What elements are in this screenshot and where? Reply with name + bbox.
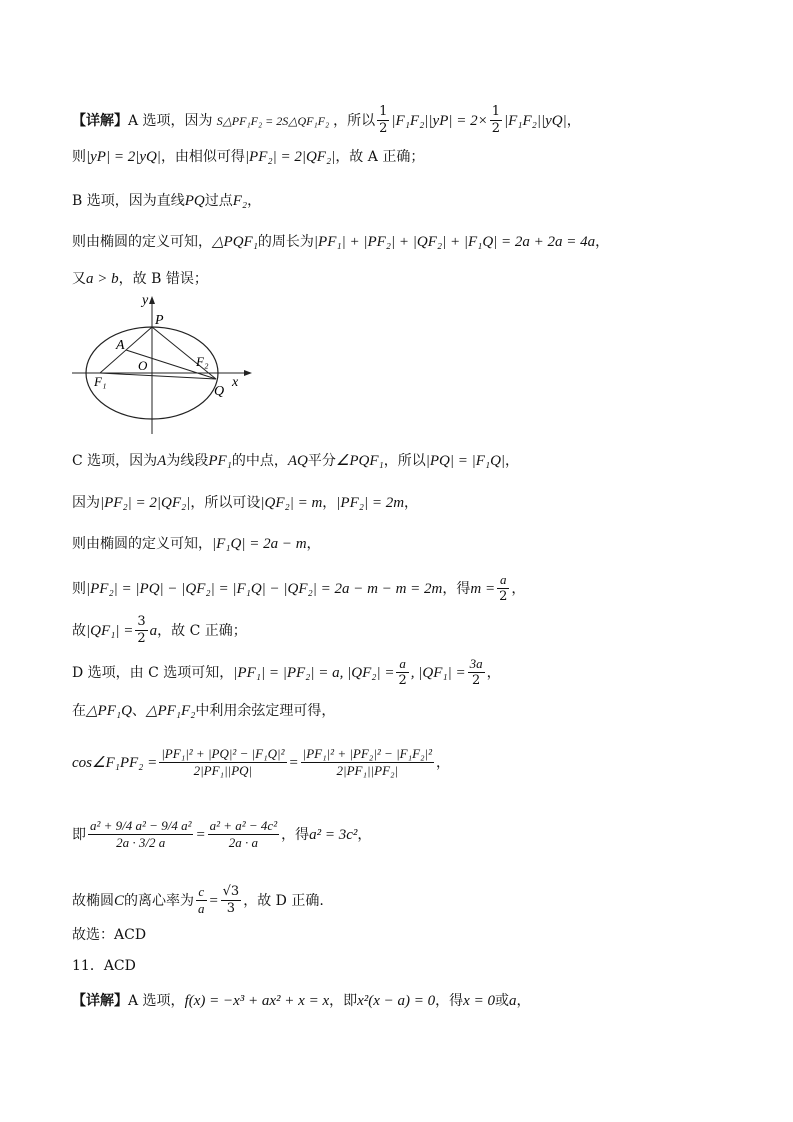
label-F2: F₂ <box>196 354 209 369</box>
fraction: $\frac{1}{2}$ <box>491 104 501 136</box>
math: AQ <box>287 453 308 469</box>
math: a <box>508 993 517 1009</box>
line-12 <box>72 700 335 722</box>
math: |QF₁| = <box>86 622 134 639</box>
math: |PF₂| = 2|QF₂| <box>100 495 191 511</box>
text: ，得 <box>435 993 464 1009</box>
math: a² = 3c² <box>309 826 358 843</box>
text: ，即 <box>329 993 358 1009</box>
text: ， <box>516 993 531 1009</box>
line-9 <box>72 572 525 605</box>
text: 平分 <box>307 453 336 469</box>
text: D 选项，由 C 选项可知， <box>72 664 234 681</box>
line-18 <box>72 990 530 1012</box>
text: ， <box>306 536 321 552</box>
text: ，得 <box>442 580 471 597</box>
math: |PF₁| + |PF₂| + |QF₂| + |F₁Q| = 2a + 2a = 4a <box>313 234 596 250</box>
line-10 <box>72 614 247 647</box>
text: ，由相似可得 <box>160 149 245 165</box>
math: |PF₂| = |PQ| − |QF₂| = |F₁Q| − |QF₂| = 2a − m − m = 2m <box>86 580 443 597</box>
text: 故选：ACD <box>72 927 147 943</box>
math: |yP| = 2|yQ| <box>86 149 161 165</box>
fraction: $\frac{\text{a² + 9/4 a² − 9/4 a²}}{2a \cdot 3/2 a}$ <box>90 818 192 850</box>
text: ， <box>404 495 419 511</box>
text: 则 <box>72 580 86 597</box>
label-A: A <box>116 338 125 353</box>
text: 又 <box>72 271 86 287</box>
text: 则由椭圆的定义可知， <box>72 234 212 250</box>
math: |PF₂| = 2m <box>336 495 405 511</box>
line-15 <box>72 884 324 917</box>
text: ，故 D 正确. <box>243 892 324 909</box>
text: ， <box>511 580 526 597</box>
math: C <box>114 892 125 909</box>
detail-label: 【详解】 <box>72 112 128 129</box>
math: △PQF₁ <box>212 234 258 250</box>
text: C 选项，因为 <box>72 453 158 469</box>
text: ，所以 <box>333 112 376 129</box>
math: △PF₁F₂ <box>145 703 196 719</box>
text: ， <box>357 826 372 843</box>
text: 、 <box>131 703 146 719</box>
math: |QF₂| = m <box>260 495 323 511</box>
segment-PQ <box>152 327 216 379</box>
fraction: $\frac{c}{a}$ <box>198 884 205 916</box>
line-7 <box>72 492 418 514</box>
detail-label: 【详解】 <box>72 993 128 1009</box>
math: m = <box>470 580 496 597</box>
text: 的周长为 <box>257 234 314 250</box>
line-6 <box>72 450 519 472</box>
math: |F₁Q| = 2a − m <box>212 536 307 552</box>
text: A 选项， <box>128 993 185 1009</box>
line-3 <box>72 190 261 212</box>
math: = <box>208 892 219 909</box>
math: |PF₂| = 2|QF₂| <box>244 149 336 165</box>
text: 故椭圆 <box>72 892 114 909</box>
label-F1: F₁ <box>94 374 107 389</box>
math: |F₁F₂||yP| = 2× <box>391 112 488 129</box>
label-P: P <box>155 313 164 328</box>
text: ， <box>486 664 501 681</box>
text: 即 <box>72 826 86 843</box>
text: 则 <box>72 149 86 165</box>
fraction: $\frac{1}{2}$ <box>379 104 388 136</box>
label-Q: Q <box>214 384 225 399</box>
text: ， <box>322 495 337 511</box>
fraction: $\frac{\text{|PF₁|² + |PQ|² − |F₁Q|²}}{\text{2|PF₁||PQ|}}$ <box>161 746 285 778</box>
line-17 <box>72 955 136 977</box>
math: cos∠F₁PF₂ = <box>72 754 158 771</box>
text: 的中点， <box>231 453 288 469</box>
math: x = 0 <box>463 993 495 1009</box>
line-14 <box>72 818 371 851</box>
x-label: x <box>232 375 239 390</box>
math: ∠PQF₁ <box>335 453 384 469</box>
y-axis-arrow <box>149 296 155 304</box>
math: PQ <box>184 193 205 209</box>
label-O: O <box>138 358 148 373</box>
text: 过点 <box>204 193 233 209</box>
text: ， <box>505 453 520 469</box>
fraction: $\frac{3}{2}$ <box>137 614 146 646</box>
fraction: $\frac{\text{|PF₁|² + |PF₂|² − |F₁F₂|²}}{\text{2|PF₁||PF₂|}}$ <box>302 746 433 778</box>
text: ，得 <box>281 826 310 843</box>
line-5 <box>72 268 208 290</box>
math: = <box>288 754 299 771</box>
math: PF₁ <box>208 453 232 469</box>
text: ， <box>566 112 581 129</box>
text: 中利用余弦定理可得， <box>195 703 336 719</box>
math: △PF₁Q <box>86 703 132 719</box>
fraction: $\frac{a}{2}$ <box>499 572 508 604</box>
ellipse-figure <box>72 292 262 442</box>
text: 或 <box>494 993 509 1009</box>
line-13 <box>72 746 450 779</box>
text: 11．ACD <box>72 958 136 974</box>
math: a > b <box>86 271 119 287</box>
line-16 <box>72 924 146 946</box>
math: F₂ <box>232 193 248 209</box>
line-11 <box>72 656 501 689</box>
math: |PQ| = |F₁Q| <box>425 453 506 469</box>
text: ，所以可设 <box>190 495 261 511</box>
line-4 <box>72 231 609 253</box>
fraction: $\frac{\text{a² + a² − 4c²}}{2a \cdot a}$ <box>209 818 278 850</box>
math: S△PF₁F₂ = 2S△QF₁F₂ <box>216 113 330 128</box>
text: ， <box>595 234 610 250</box>
text: ， <box>247 193 262 209</box>
math: |F₁F₂||yQ| <box>504 112 567 129</box>
text: A 选项，因为 <box>128 112 213 129</box>
text: 在 <box>72 703 86 719</box>
text: 为线段 <box>166 453 209 469</box>
fraction: $\frac{√3}{3}$ <box>222 884 240 916</box>
math: , |QF₁| = <box>410 664 466 681</box>
math: A <box>157 453 167 469</box>
math: |PF₁| = |PF₂| = a, |QF₂| = <box>233 664 395 681</box>
math: a <box>149 622 158 639</box>
fraction: $\frac{3a}{2}$ <box>469 656 483 688</box>
text: 因为 <box>72 495 100 511</box>
line-8 <box>72 533 321 555</box>
y-label: y <box>142 293 149 308</box>
text: B 选项，因为直线 <box>72 193 185 209</box>
text: 则由椭圆的定义可知， <box>72 536 212 552</box>
line-1 <box>72 104 581 137</box>
line-2 <box>72 146 424 168</box>
text: ，所以 <box>383 453 426 469</box>
text: ，故 A 正确； <box>335 149 425 165</box>
text: ， <box>436 754 451 771</box>
math: x²(x − a) = 0 <box>357 993 436 1009</box>
fraction: $\frac{a}{2}$ <box>398 656 407 688</box>
math: = <box>195 826 206 843</box>
text: ，故 B 错误； <box>118 271 208 287</box>
math: f(x) = −x³ + ax² + x = x <box>184 993 330 1009</box>
text: ，故 C 正确； <box>157 622 247 639</box>
text: 故 <box>72 622 86 639</box>
x-axis-arrow <box>244 370 252 376</box>
text: 的离心率为 <box>124 892 195 909</box>
